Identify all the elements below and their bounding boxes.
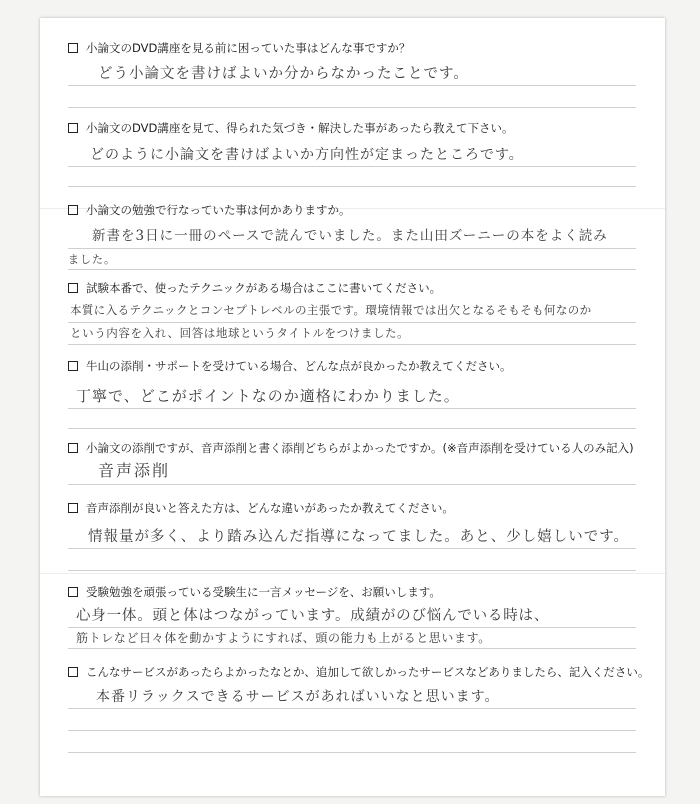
answer-line <box>68 166 636 167</box>
answer-line <box>68 708 636 709</box>
handwritten-answer: 情報量が多く、より踏み込んだ指導になってました。あと、少し嬉しいです。 <box>88 529 630 545</box>
answer-line <box>68 570 636 571</box>
checkbox-icon <box>68 443 78 453</box>
checkbox-icon <box>68 205 78 215</box>
answer-line <box>68 322 636 323</box>
question-header <box>68 664 649 680</box>
question-label: 小論文の勉強で行なっていた事は何かありますか。 <box>86 203 351 217</box>
handwritten-answer: 本質に入るテクニックとコンセプトレベルの主張です。環境情報では出欠となるそもそも何なのか <box>70 303 592 317</box>
handwritten-answer: 筋トレなど日々体を動かすようにすれば、頭の能力も上がると思います。 <box>76 631 491 645</box>
handwritten-answer: 新書を3日に一冊のペースで読んでいました。また山田ズーニーの本をよく読み <box>92 228 608 244</box>
survey-sheet <box>40 18 665 796</box>
question-label: 小論文の添削ですが、音声添削と書く添削どちらがよかったですか。(※音声添削を受けている人のみ記入) <box>86 441 634 455</box>
question-header <box>68 202 351 218</box>
answer-line <box>68 269 636 270</box>
answer-line <box>68 344 636 345</box>
checkbox-icon <box>68 667 78 677</box>
question-label: 受験勉強を頑張っている受験生に一言メッセージを、お願いします。 <box>86 585 441 599</box>
question-label: 小論文のDVD講座を見る前に困っていた事はどんな事ですか？ <box>86 41 411 55</box>
question-header <box>68 358 512 374</box>
question-label: 音声添削が良いと答えた方は、どんな違いがあったか教えてください。 <box>86 501 454 515</box>
answer-line <box>68 548 636 549</box>
handwritten-answer: どう小論文を書けばよいか分からなかったことです。 <box>98 66 469 82</box>
question-label: 牛山の添削・サポートを受けている場合、どんな点が良かったか教えてください。 <box>86 359 512 373</box>
checkbox-icon <box>68 503 78 513</box>
handwritten-answer: という内容を入れ、回答は地球というタイトルをつけました。 <box>70 326 410 340</box>
handwritten-answer: どのように小論文を書けばよいか方向性が定まったところです。 <box>90 147 524 163</box>
answer-line <box>68 428 636 429</box>
handwritten-answer: 本番リラックスできるサービスがあればいいなと思います。 <box>96 689 500 705</box>
question-header <box>68 440 634 456</box>
handwritten-answer: 音声添削 <box>98 461 171 480</box>
fold-line <box>40 573 665 574</box>
question-header <box>68 584 441 600</box>
question-label: 小論文のDVD講座を見て、得られた気づき・解決した事があったら教えて下さい。 <box>86 121 514 135</box>
answer-line <box>68 85 636 86</box>
checkbox-icon <box>68 283 78 293</box>
question-label: 試験本番で、使ったテクニックがある場合はここに書いてください。 <box>86 281 442 295</box>
question-header <box>68 120 514 136</box>
checkbox-icon <box>68 123 78 133</box>
answer-line <box>68 648 636 649</box>
question-header <box>68 40 410 56</box>
handwritten-answer: ました。 <box>68 253 116 266</box>
answer-line <box>68 186 636 187</box>
answer-line <box>68 408 636 409</box>
answer-line <box>68 752 636 753</box>
handwritten-answer: 心身一体。頭と体はつながっています。成績がのび悩んでいる時は、 <box>76 608 550 624</box>
answer-line <box>68 248 636 249</box>
checkbox-icon <box>68 361 78 371</box>
answer-line <box>68 730 636 731</box>
checkbox-icon <box>68 587 78 597</box>
answer-line <box>68 627 636 628</box>
answer-line <box>68 107 636 108</box>
question-label: こんなサービスがあったらよかったなとか、追加して欲しかったサービスなどありましたら、記入ください。 <box>86 665 650 679</box>
question-header <box>68 500 454 516</box>
handwritten-answer: 丁寧で、どこがポイントなのか適格にわかりました。 <box>76 387 460 405</box>
answer-line <box>68 484 636 485</box>
question-header <box>68 280 441 296</box>
checkbox-icon <box>68 43 78 53</box>
